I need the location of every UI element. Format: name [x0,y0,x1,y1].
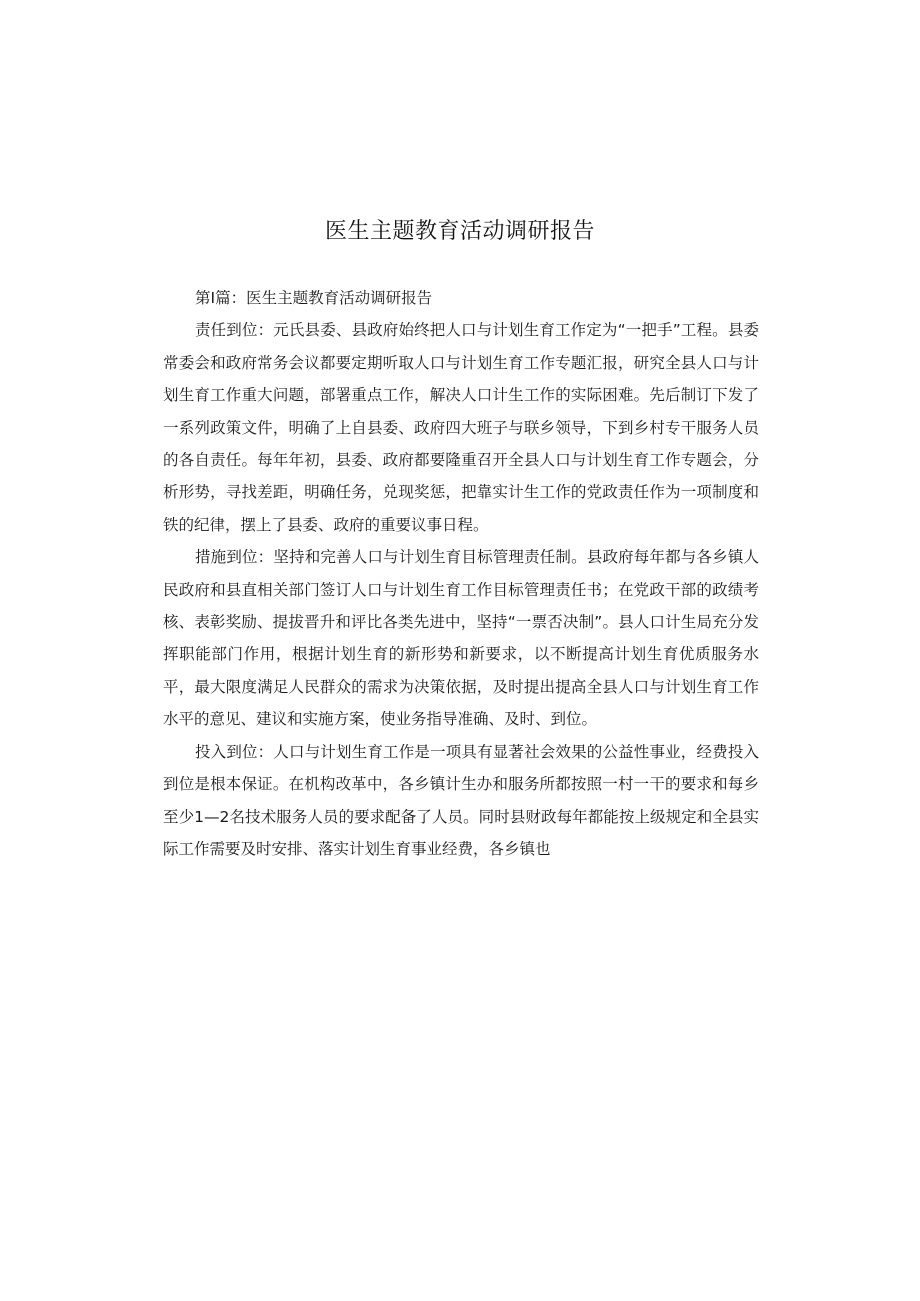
paragraph-measures: 措施到位：坚持和完善人口与计划生育目标管理责任制。县政府每年都与各乡镇人民政府和县直相关部门签订人口与计划生育工作目标管理责任书；在党政干部的政绩考核、表彰奖励、提拔晋升和评比各类先进中，坚持“一票否决制”。县人口计生局充分发挥职能部门作用，根据计划生育的新形势和新要求，以不断提高计划生育优质服务水平，最大限度满足人民群众的需求为决策依据，及时提出提高全县人口与计划生育工作水平的意见、建议和实施方案，使业务指导准确、及时、到位。 [163,548,759,729]
paragraph-investment: 投入到位：人口与计划生育工作是一项具有显著社会效果的公益性事业，经费投入到位是根本保证。在机构改革中，各乡镇计生办和服务所都按照一村一干的要求和每乡至少1—2名技术服务人员的要求配备了人员。同时县财政每年都能按上级规定和全县实际工作需要及时安排、落实计划生育事业经费，各乡镇也 [163,742,759,858]
page-title: 医生主题教育活动调研报告 [324,219,595,244]
article-subheading: 第I篇：医生主题教育活动调研报告 [195,289,433,307]
paragraph-responsibility: 责任到位：元氏县委、县政府始终把人口与计划生育工作定为“一把手”工程。县委常委会和政府常务会议都要定期听取人口与计划生育工作专题汇报，研究全县人口与计划生育工作重大问题，部署重点工作，解决人口计生工作的实际困难。先后制订下发了一系列政策文件，明确了上自县委、政府四大班子与联乡领导，下到乡村专干服务人员的各自责任。每年年初，县委、政府都要隆重召开全县人口与计划生育工作专题会，分析形势，寻找差距，明确任务，兑现奖惩，把靠实计生工作的党政责任作为一项制度和铁的纪律，摆上了县委、政府的重要议事日程。 [163,321,759,534]
document-body [163,282,759,865]
